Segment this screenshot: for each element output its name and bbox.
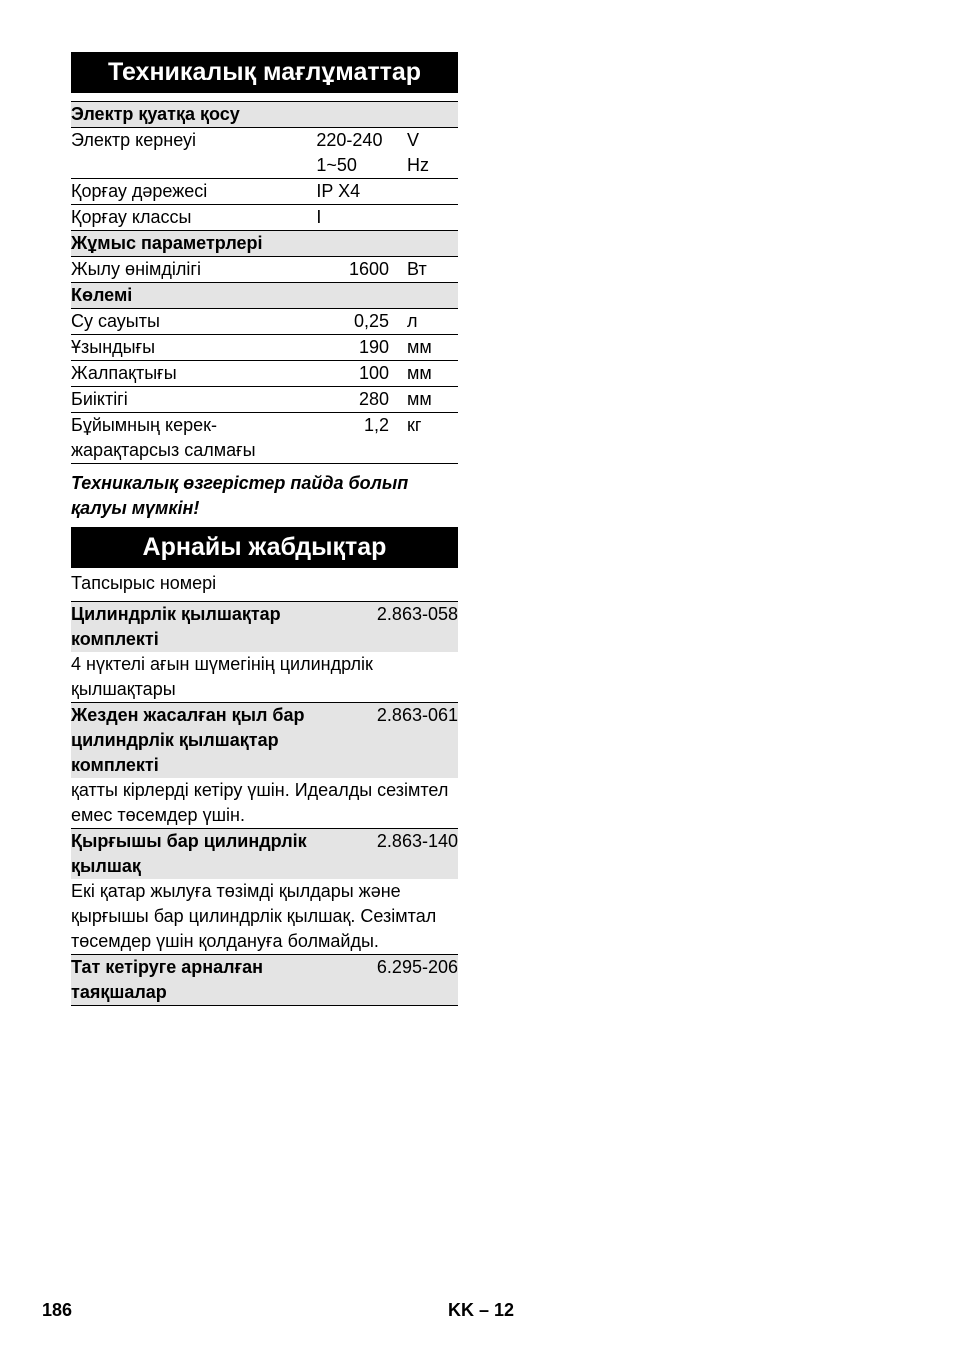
spec-value: 1~50 bbox=[316, 155, 357, 175]
spec-unit: V bbox=[407, 130, 420, 150]
accessory-name: Цилиндрлік қылшақтар комплекті bbox=[71, 604, 281, 649]
spec-row bbox=[71, 257, 458, 283]
spec-section-row bbox=[71, 283, 458, 309]
tech-data-title: Техникалық мағлұматтар bbox=[71, 52, 458, 93]
spec-label bbox=[71, 153, 316, 179]
spec-label: Жалпақтығы bbox=[71, 363, 177, 383]
accessories-list bbox=[71, 601, 458, 1006]
spec-value: 0,25 bbox=[354, 311, 390, 331]
spec-value: 100 bbox=[359, 363, 390, 383]
spec-label: Бұйымның керек- жарақтарсыз салмағы bbox=[71, 415, 256, 460]
spec-value: 190 bbox=[359, 337, 390, 357]
spec-unit: мм bbox=[407, 363, 432, 383]
accessory-header bbox=[71, 828, 458, 879]
spec-section-row bbox=[71, 102, 458, 128]
spec-section-label: Электр қуатқа қосу bbox=[71, 104, 240, 124]
accessory-item bbox=[71, 954, 458, 1006]
accessory-name: Қырғышы бар цилиндрлік қылшақ bbox=[71, 831, 307, 876]
spec-value: 1600 bbox=[349, 259, 390, 279]
spec-value: 280 bbox=[359, 389, 390, 409]
spec-row bbox=[71, 205, 458, 231]
spec-unit: л bbox=[407, 311, 418, 331]
spec-unit: Вт bbox=[407, 259, 427, 279]
section-code: KK – 12 bbox=[448, 1300, 515, 1320]
spec-section-label: Жұмыс параметрлері bbox=[71, 233, 263, 253]
spec-row bbox=[71, 387, 458, 413]
order-number-label: Тапсырыс номері bbox=[71, 573, 217, 593]
accessory-description: қатты кірлерді кетіру үшін. Идеалды сезімтел емес төсемдер үшін. bbox=[71, 780, 449, 825]
spec-row bbox=[71, 361, 458, 387]
page-number: 186 bbox=[42, 1300, 73, 1320]
spec-label: Қорғау классы bbox=[71, 207, 192, 227]
accessory-item bbox=[71, 601, 458, 702]
spec-value: I bbox=[316, 207, 322, 227]
tech-data-table bbox=[71, 101, 458, 464]
spec-label: Ұзындығы bbox=[71, 337, 156, 357]
spec-value: 1,2 bbox=[364, 415, 390, 435]
spec-value: 220-240 bbox=[316, 130, 383, 150]
accessory-header bbox=[71, 601, 458, 652]
spec-unit: кг bbox=[407, 415, 422, 435]
accessory-order-number: 2.863-061 bbox=[376, 705, 458, 725]
accessory-name: Тат кетіруге арналған таяқшалар bbox=[71, 957, 263, 1002]
spec-label: Су сауыты bbox=[71, 311, 160, 331]
accessory-order-number: 2.863-140 bbox=[376, 831, 458, 851]
spec-row bbox=[71, 335, 458, 361]
spec-label: Биіктігі bbox=[71, 389, 128, 409]
spec-unit: Hz bbox=[407, 155, 430, 175]
accessory-header bbox=[71, 954, 458, 1005]
accessory-order-number: 6.295-206 bbox=[376, 957, 458, 977]
spec-row bbox=[71, 153, 458, 179]
tech-data-table-container bbox=[71, 101, 458, 464]
spec-row bbox=[71, 309, 458, 335]
accessory-description: Екі қатар жылуға төзімді қылдары және қырғышы бар цилиндрлік қылшақ. Сезімтал төсемдер үшін қолдануға болмайды. bbox=[71, 881, 437, 951]
accessory-order-number: 2.863-058 bbox=[376, 604, 458, 624]
spec-label: Жылу өнімділігі bbox=[71, 259, 201, 279]
spec-unit: мм bbox=[407, 389, 432, 409]
spec-label: Электр кернеуі bbox=[71, 130, 197, 150]
spec-row bbox=[71, 413, 458, 464]
accessories-title: Арнайы жабдықтар bbox=[71, 527, 458, 568]
accessory-header bbox=[71, 702, 458, 778]
tech-change-note: Техникалық өзгерістер пайда болып қалуы мүмкін! bbox=[71, 473, 409, 518]
spec-value: IP X4 bbox=[316, 181, 361, 201]
spec-unit bbox=[397, 179, 458, 205]
spec-unit: мм bbox=[407, 337, 432, 357]
spec-row bbox=[71, 179, 458, 205]
accessory-description: 4 нүктелі ағын шүмегінің цилиндрлік қылшақтары bbox=[71, 654, 373, 699]
spec-row bbox=[71, 128, 458, 154]
spec-section-label: Көлемі bbox=[71, 285, 133, 305]
spec-section-row bbox=[71, 231, 458, 257]
spec-label: Қорғау дәрежесі bbox=[71, 181, 208, 201]
accessory-item bbox=[71, 828, 458, 954]
spec-unit bbox=[397, 205, 458, 231]
accessory-item bbox=[71, 702, 458, 828]
accessory-name: Жезден жасалған қыл бар цилиндрлік қылшақтар комплекті bbox=[71, 705, 305, 775]
